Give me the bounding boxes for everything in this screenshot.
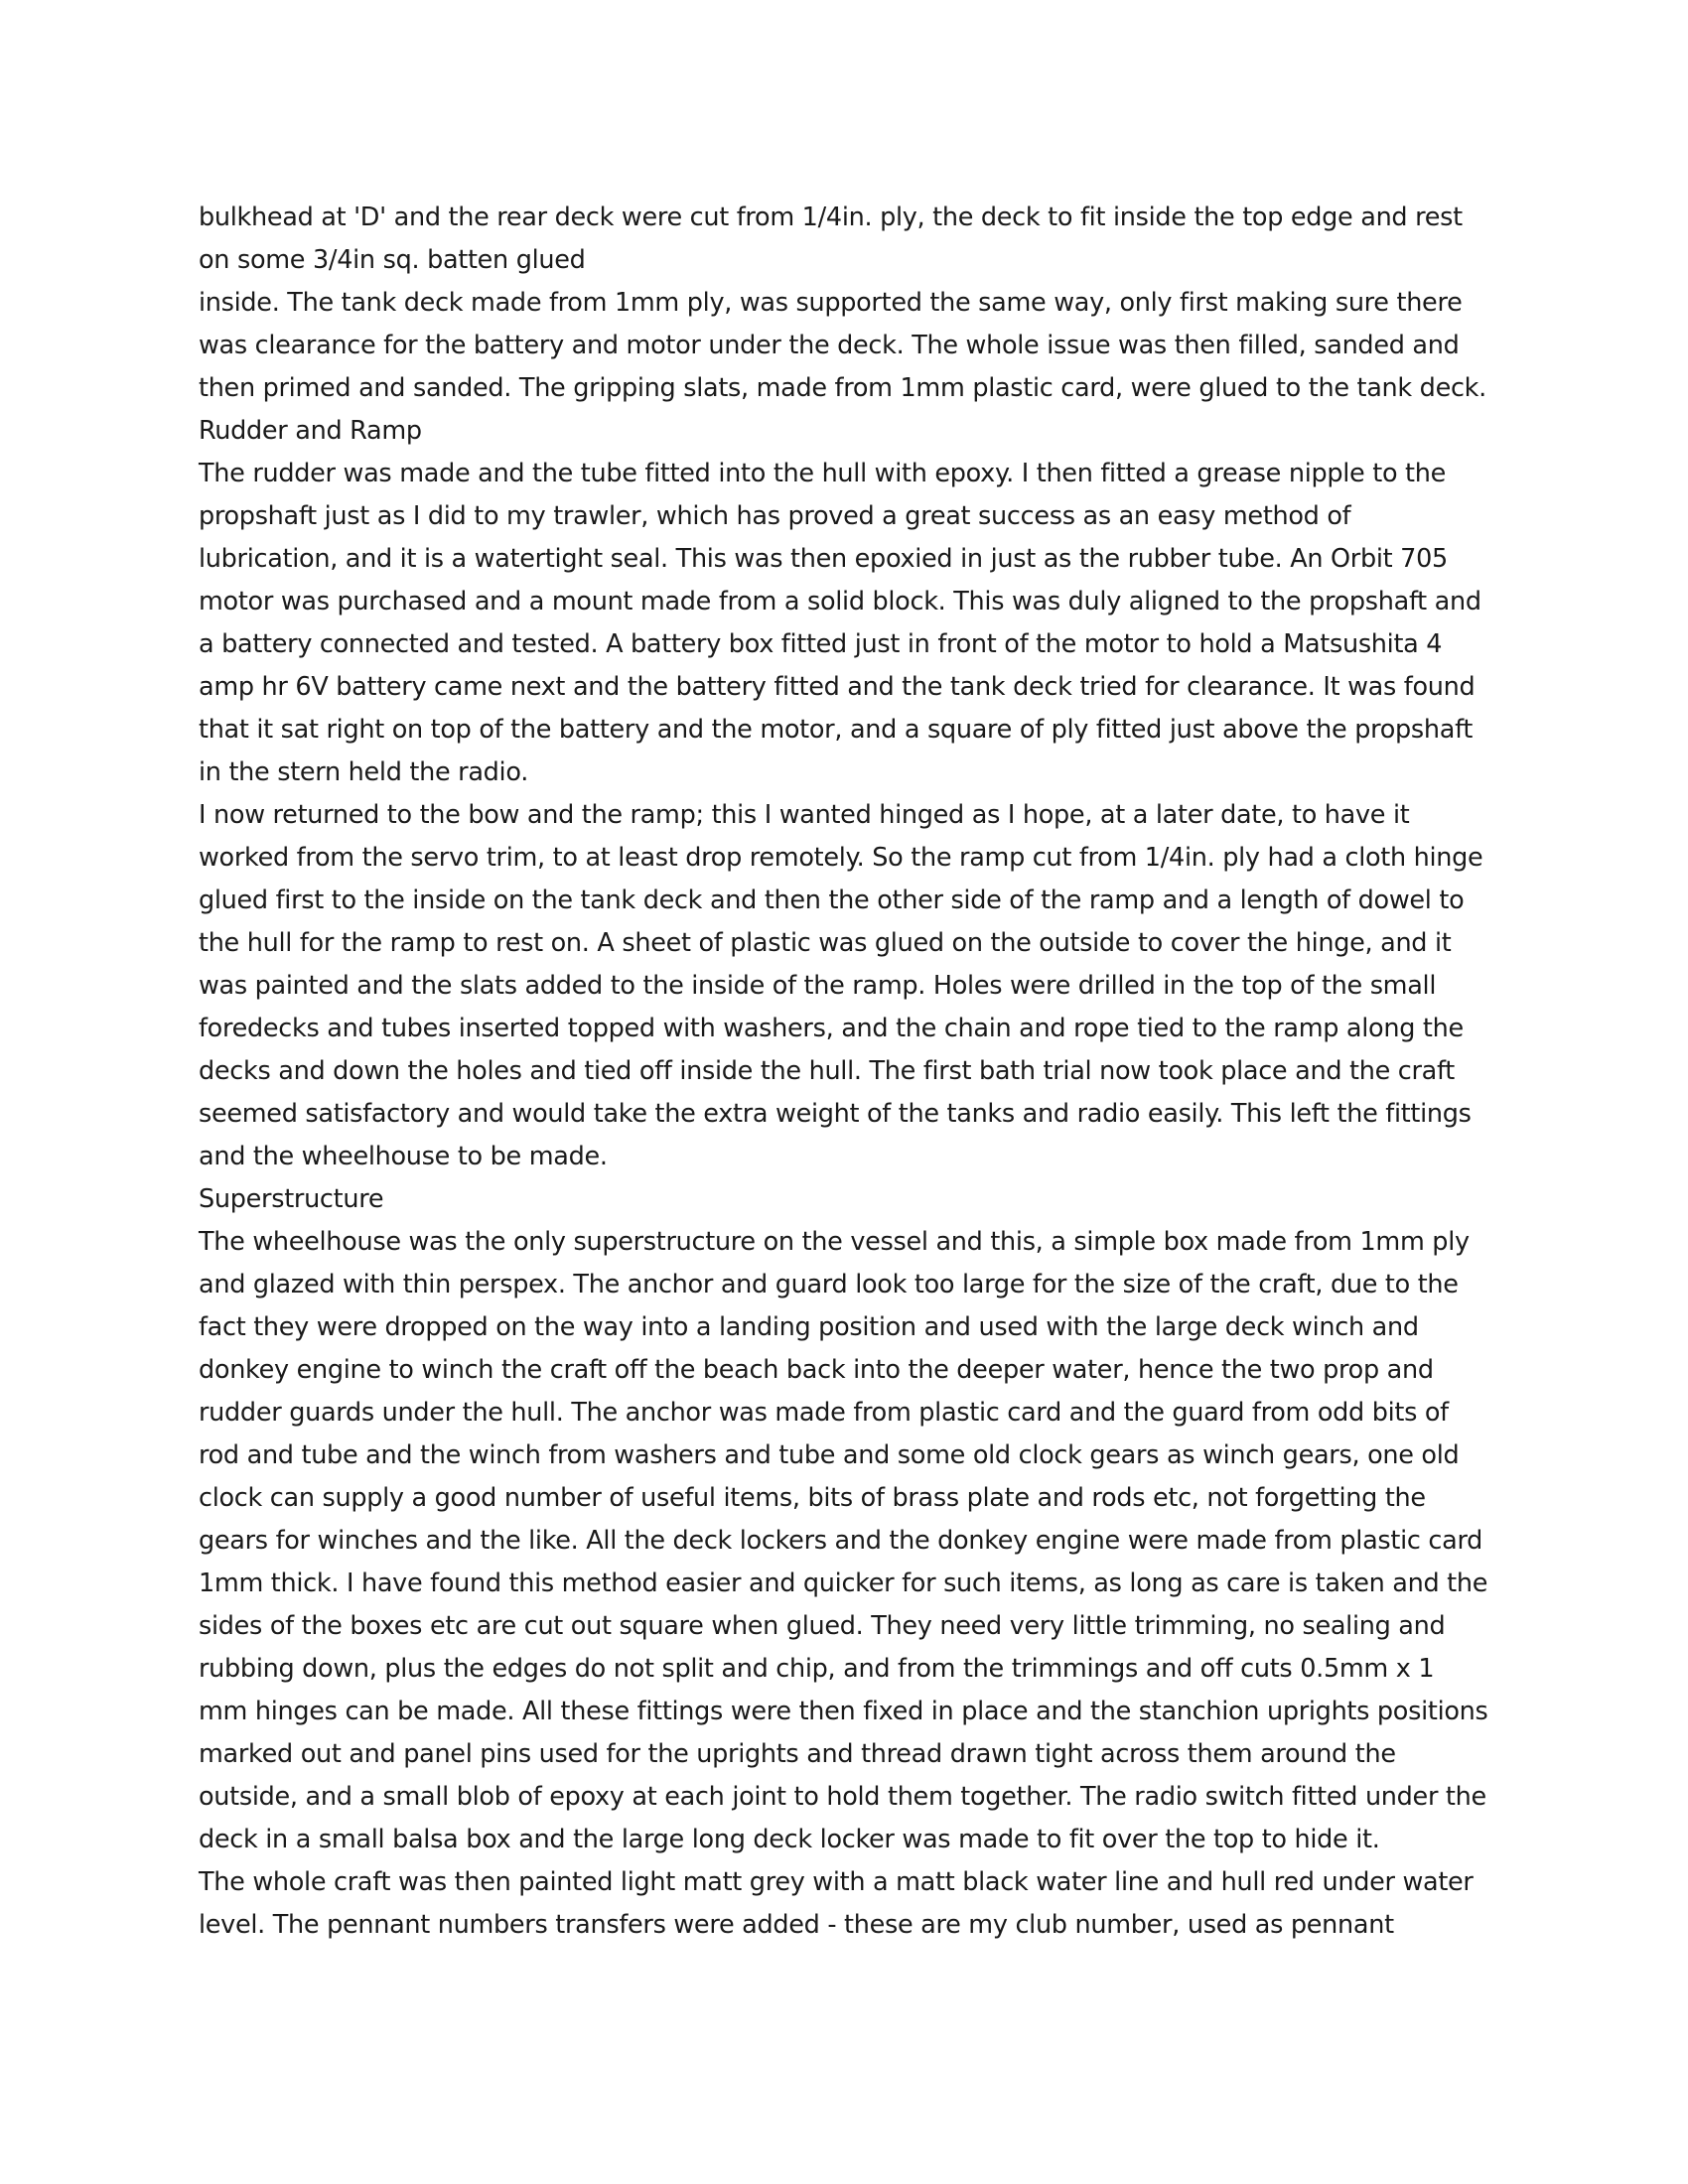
section-heading-superstructure: Superstructure	[199, 1184, 384, 1214]
paragraph-rudder: The rudder was made and the tube fitted into the hull with epoxy. I then fitted a grease nipple to the propshaft just as I did to my trawler, which has proved a great success as an easy method of lubrication, and it is a watertight seal. This was then epoxied in just as the rubber tube. An Orbit 705 motor was purchased and a mount made from a solid block. This was duly aligned to the propshaft and a battery connected and tested. A battery box fitted just in front of the motor to hold a Matsushita 4 amp hr 6V battery came next and the battery fitted and the tank deck tried for clearance. It was found that it sat right on top of the battery and the motor, and a square of ply fitted just above the propshaft in the stern held the radio.	[199, 459, 1481, 787]
paragraph-wheelhouse: The wheelhouse was the only superstructure on the vessel and this, a simple box made from 1mm ply and glazed with thin perspex. The anchor and guard look too large for the size of the craft, due to the fact they were dropped on the way into a landing position and used with the large deck winch and donkey engine to winch the craft off the beach back into the deeper water, hence the two prop and rudder guards under the hull. The anchor was made from plastic card and the guard from odd bits of rod and tube and the winch from washers and tube and some old clock gears as winch gears, one old clock can supply a good number of useful items, bits of brass plate and rods etc, not forgetting the gears for winches and the like. All the deck lockers and the donkey engine were made from plastic card 1mm thick. I have found this method easier and quicker for such items, as long as care is taken and the sides of the boxes etc are cut out square when glued. They need very little trimming, no sealing and rubbing down, plus the edges do not split and chip, and from the trimmings and off cuts 0.5mm x 1 mm hinges can be made. All these fittings were then fixed in place and the stanchion uprights positions marked out and panel pins used for the uprights and thread drawn tight across them around the outside, and a small blob of epoxy at each joint to hold them together. The radio switch fitted under the deck in a small balsa box and the large long deck locker was made to fit over the top to hide it.	[199, 1227, 1488, 1854]
paragraph-painting: The whole craft was then painted light matt grey with a matt black water line and hull red under water level. The pennant numbers transfers were added - these are my club number, used as pennant	[199, 1867, 1474, 1940]
paragraph-bulkhead: bulkhead at 'D' and the rear deck were cut from 1/4in. ply, the deck to fit inside the top edge and rest on some 3/4in sq. batten glued	[199, 203, 1463, 275]
paragraph-tank-deck: inside. The tank deck made from 1mm ply, was supported the same way, only first making sure there was clearance for the battery and motor under the deck. The whole issue was then filled, sanded and then primed and sanded. The gripping slats, made from 1mm plastic card, were glued to the tank deck.	[199, 288, 1486, 403]
paragraph-ramp: I now returned to the bow and the ramp; this I wanted hinged as I hope, at a later date, to have it worked from the servo trim, to at least drop remotely. So the ramp cut from 1/4in. ply had a cloth hinge glued first to the inside on the tank deck and then the other side of the ramp and a length of dowel to the hull for the ramp to rest on. A sheet of plastic was glued on the outside to cover the hinge, and it was painted and the slats added to the inside of the ramp. Holes were drilled in the top of the small foredecks and tubes inserted topped with washers, and the chain and rope tied to the ramp along the decks and down the holes and tied off inside the hull. The first bath trial now took place and the craft seemed satisfactory and would take the extra weight of the tanks and radio easily. This left the fittings and the wheelhouse to be made.	[199, 800, 1483, 1171]
section-heading-rudder-and-ramp: Rudder and Ramp	[199, 416, 422, 446]
document-body	[199, 197, 1489, 1947]
